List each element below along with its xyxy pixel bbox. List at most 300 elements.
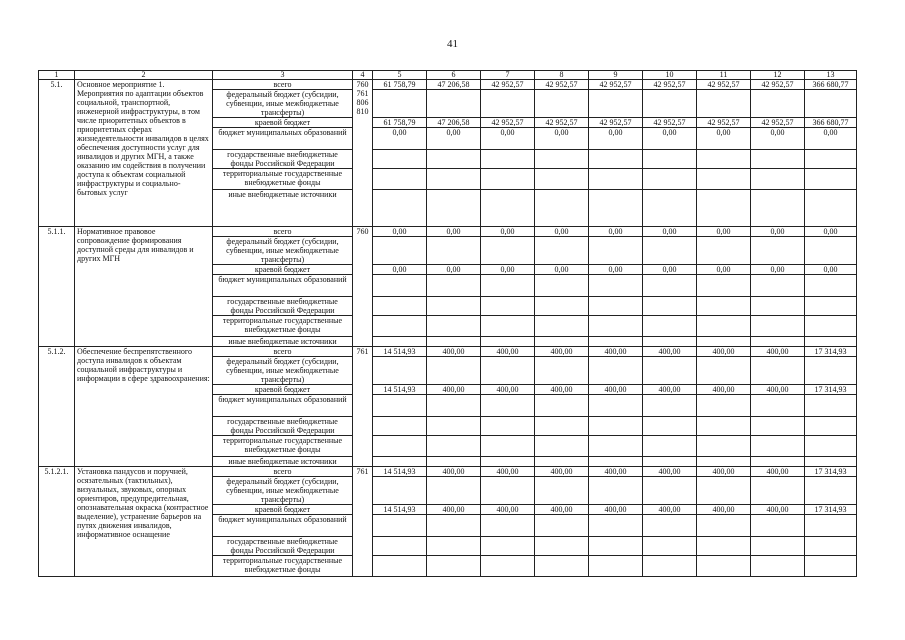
value-cell: 61 758,79: [373, 118, 427, 128]
value-cell: [643, 150, 697, 169]
value-cell: [427, 237, 481, 265]
column-number: 13: [805, 71, 857, 80]
value-cell: [643, 337, 697, 347]
value-cell: 42 952,57: [697, 80, 751, 90]
value-cell: 0,00: [751, 227, 805, 237]
value-cell: [697, 537, 751, 556]
value-cell: [805, 477, 857, 505]
value-cell: 400,00: [535, 505, 589, 515]
value-cell: 400,00: [481, 467, 535, 477]
value-cell: [427, 436, 481, 457]
funding-source: всего: [213, 227, 353, 237]
value-cell: [535, 357, 589, 385]
funding-source: территориальные государственные внебюджетные фонды: [213, 556, 353, 577]
value-cell: [427, 556, 481, 577]
value-cell: [643, 275, 697, 297]
value-cell: [697, 395, 751, 417]
value-cell: 400,00: [535, 467, 589, 477]
value-cell: [751, 337, 805, 347]
funding-source: федеральный бюджет (субсидии, субвенции, иные межбюджетные трансферты): [213, 357, 353, 385]
value-cell: [535, 417, 589, 436]
value-cell: [481, 395, 535, 417]
value-cell: [589, 90, 643, 118]
table-row: [39, 467, 857, 477]
value-cell: [643, 316, 697, 337]
value-cell: [373, 515, 427, 537]
value-cell: [643, 90, 697, 118]
value-cell: [589, 417, 643, 436]
value-cell: [427, 150, 481, 169]
value-cell: [697, 357, 751, 385]
value-cell: [535, 337, 589, 347]
value-cell: [373, 357, 427, 385]
value-cell: [589, 337, 643, 347]
value-cell: 42 952,57: [643, 80, 697, 90]
value-cell: [373, 537, 427, 556]
section-code: 761: [353, 467, 373, 577]
funding-source: бюджет муниципальных образований: [213, 515, 353, 537]
funding-source: территориальные государственные внебюджетные фонды: [213, 169, 353, 190]
value-cell: [589, 515, 643, 537]
value-cell: 0,00: [373, 265, 427, 275]
value-cell: 400,00: [481, 347, 535, 357]
value-cell: 400,00: [427, 467, 481, 477]
value-cell: 400,00: [643, 385, 697, 395]
value-cell: 0,00: [589, 265, 643, 275]
value-cell: [751, 395, 805, 417]
value-cell: [481, 556, 535, 577]
value-cell: [751, 537, 805, 556]
value-cell: 366 680,77: [805, 118, 857, 128]
value-cell: 400,00: [643, 467, 697, 477]
value-cell: 400,00: [427, 347, 481, 357]
table-body: [39, 80, 857, 577]
value-cell: 0,00: [697, 265, 751, 275]
value-cell: 400,00: [697, 505, 751, 515]
value-cell: [373, 457, 427, 467]
value-cell: [535, 237, 589, 265]
funding-source: государственные внебюджетные фонды Российской Федерации: [213, 417, 353, 436]
value-cell: 42 952,57: [751, 80, 805, 90]
value-cell: [697, 337, 751, 347]
table-row: [39, 347, 857, 357]
value-cell: [751, 457, 805, 467]
column-number: 12: [751, 71, 805, 80]
value-cell: 400,00: [697, 347, 751, 357]
value-cell: [697, 237, 751, 265]
value-cell: 0,00: [373, 227, 427, 237]
value-cell: [373, 316, 427, 337]
value-cell: [805, 357, 857, 385]
value-cell: 0,00: [535, 128, 589, 150]
value-cell: [481, 457, 535, 467]
value-cell: [427, 395, 481, 417]
value-cell: [427, 190, 481, 227]
column-number: 7: [481, 71, 535, 80]
value-cell: [535, 537, 589, 556]
value-cell: [643, 436, 697, 457]
value-cell: 400,00: [751, 505, 805, 515]
value-cell: [589, 436, 643, 457]
value-cell: 0,00: [589, 227, 643, 237]
value-cell: [535, 316, 589, 337]
funding-source: федеральный бюджет (субсидии, субвенции, иные межбюджетные трансферты): [213, 90, 353, 118]
value-cell: 400,00: [643, 347, 697, 357]
value-cell: [481, 237, 535, 265]
value-cell: [805, 515, 857, 537]
column-number: 8: [535, 71, 589, 80]
value-cell: 400,00: [427, 505, 481, 515]
value-cell: [589, 297, 643, 316]
value-cell: [535, 556, 589, 577]
section-title: Нормативное правовое сопровождение формирования доступной среды для инвалидов и других МГН: [75, 227, 213, 347]
value-cell: [643, 169, 697, 190]
value-cell: [481, 316, 535, 337]
value-cell: 400,00: [427, 385, 481, 395]
value-cell: [751, 436, 805, 457]
value-cell: 47 206,58: [427, 80, 481, 90]
section-id: 5.1.2.: [39, 347, 75, 467]
value-cell: [481, 275, 535, 297]
value-cell: [589, 457, 643, 467]
value-cell: [697, 275, 751, 297]
value-cell: 400,00: [751, 385, 805, 395]
value-cell: 0,00: [373, 128, 427, 150]
value-cell: [805, 90, 857, 118]
value-cell: [751, 237, 805, 265]
value-cell: [589, 150, 643, 169]
value-cell: 61 758,79: [373, 80, 427, 90]
value-cell: 42 952,57: [481, 118, 535, 128]
value-cell: [589, 190, 643, 227]
value-cell: [427, 457, 481, 467]
funding-source: краевой бюджет: [213, 505, 353, 515]
value-cell: [427, 417, 481, 436]
funding-source: всего: [213, 467, 353, 477]
value-cell: [751, 297, 805, 316]
column-number-row: [39, 71, 857, 80]
value-cell: 0,00: [643, 227, 697, 237]
section-id: 5.1.1.: [39, 227, 75, 347]
value-cell: [697, 190, 751, 227]
value-cell: 42 952,57: [589, 118, 643, 128]
value-cell: [643, 395, 697, 417]
funding-source: территориальные государственные внебюджетные фонды: [213, 316, 353, 337]
value-cell: [697, 316, 751, 337]
value-cell: [751, 357, 805, 385]
value-cell: [481, 90, 535, 118]
value-cell: [589, 537, 643, 556]
value-cell: [427, 515, 481, 537]
value-cell: [373, 237, 427, 265]
value-cell: 0,00: [481, 265, 535, 275]
value-cell: [535, 169, 589, 190]
section-title: Основное мероприятие 1. Мероприятия по адаптации объектов социальной, транспортной, инженерной инфраструктуры, в том числе приоритетных объектов в приоритетных сферах жизнедеятельности инвалидов в целях обеспечения доступности услуг для инвалидов и других МГН, а также оказанию им содействия в получении доступа к объектам социальной инфраструктуры и социально-бытовых услуг: [75, 80, 213, 227]
value-cell: [427, 477, 481, 505]
value-cell: [805, 150, 857, 169]
value-cell: [697, 297, 751, 316]
value-cell: [373, 395, 427, 417]
value-cell: [535, 190, 589, 227]
value-cell: [805, 237, 857, 265]
value-cell: 0,00: [481, 128, 535, 150]
value-cell: [805, 169, 857, 190]
value-cell: [427, 169, 481, 190]
value-cell: 0,00: [427, 265, 481, 275]
value-cell: [589, 275, 643, 297]
value-cell: 400,00: [481, 385, 535, 395]
column-number: 10: [643, 71, 697, 80]
funding-source: государственные внебюджетные фонды Российской Федерации: [213, 537, 353, 556]
table-row: [39, 80, 857, 90]
page-number: 41: [447, 38, 458, 50]
value-cell: 400,00: [589, 347, 643, 357]
value-cell: [751, 150, 805, 169]
value-cell: [643, 357, 697, 385]
value-cell: [589, 395, 643, 417]
value-cell: [805, 395, 857, 417]
value-cell: [427, 316, 481, 337]
value-cell: [589, 477, 643, 505]
column-number: 6: [427, 71, 481, 80]
value-cell: [643, 237, 697, 265]
funding-source: бюджет муниципальных образований: [213, 128, 353, 150]
value-cell: [751, 169, 805, 190]
value-cell: 400,00: [643, 505, 697, 515]
value-cell: 0,00: [751, 265, 805, 275]
value-cell: [697, 457, 751, 467]
value-cell: [805, 275, 857, 297]
value-cell: 0,00: [697, 227, 751, 237]
value-cell: 0,00: [535, 227, 589, 237]
value-cell: 400,00: [751, 467, 805, 477]
funding-source: краевой бюджет: [213, 118, 353, 128]
value-cell: [589, 357, 643, 385]
value-cell: 0,00: [751, 128, 805, 150]
value-cell: [481, 297, 535, 316]
section-code: 760: [353, 227, 373, 347]
value-cell: 400,00: [697, 467, 751, 477]
value-cell: [751, 90, 805, 118]
column-number: 1: [39, 71, 75, 80]
value-cell: [427, 275, 481, 297]
value-cell: [535, 275, 589, 297]
value-cell: [535, 477, 589, 505]
value-cell: [805, 457, 857, 467]
value-cell: [697, 556, 751, 577]
value-cell: 0,00: [697, 128, 751, 150]
value-cell: 0,00: [427, 128, 481, 150]
value-cell: [805, 556, 857, 577]
value-cell: 0,00: [805, 265, 857, 275]
value-cell: [643, 556, 697, 577]
funding-source: иные внебюджетные источники: [213, 337, 353, 347]
value-cell: [751, 477, 805, 505]
value-cell: [373, 275, 427, 297]
value-cell: 17 314,93: [805, 347, 857, 357]
value-cell: 400,00: [697, 385, 751, 395]
value-cell: [805, 417, 857, 436]
value-cell: [751, 515, 805, 537]
value-cell: [481, 436, 535, 457]
value-cell: [805, 316, 857, 337]
value-cell: 0,00: [643, 128, 697, 150]
funding-source: иные внебюджетные источники: [213, 190, 353, 227]
funding-source: бюджет муниципальных образований: [213, 395, 353, 417]
table-row: [39, 227, 857, 237]
value-cell: [697, 417, 751, 436]
funding-source: территориальные государственные внебюджетные фонды: [213, 436, 353, 457]
value-cell: [535, 90, 589, 118]
column-number: 2: [75, 71, 213, 80]
value-cell: [481, 357, 535, 385]
value-cell: [373, 297, 427, 316]
section-id: 5.1.: [39, 80, 75, 227]
column-number: 11: [697, 71, 751, 80]
value-cell: 0,00: [805, 128, 857, 150]
value-cell: [643, 477, 697, 505]
value-cell: [535, 395, 589, 417]
value-cell: [805, 297, 857, 316]
value-cell: [535, 457, 589, 467]
value-cell: 42 952,57: [535, 118, 589, 128]
value-cell: 17 314,93: [805, 467, 857, 477]
value-cell: [373, 337, 427, 347]
value-cell: [373, 556, 427, 577]
section-title: Установка пандусов и поручней, осязательных (тактильных), визуальных, звуковых, опорных ориентиров, предупредительная, опознавательная окраска (контрастное выделение), устранение барьеров на путях движения инвалидов, информативное оснащение: [75, 467, 213, 577]
value-cell: [481, 190, 535, 227]
value-cell: 400,00: [589, 385, 643, 395]
funding-source: всего: [213, 80, 353, 90]
value-cell: [427, 357, 481, 385]
value-cell: 17 314,93: [805, 385, 857, 395]
value-cell: [535, 515, 589, 537]
value-cell: [427, 297, 481, 316]
value-cell: 17 314,93: [805, 505, 857, 515]
value-cell: [373, 477, 427, 505]
value-cell: 42 952,57: [589, 80, 643, 90]
funding-source: бюджет муниципальных образований: [213, 275, 353, 297]
value-cell: 0,00: [481, 227, 535, 237]
value-cell: [589, 169, 643, 190]
value-cell: [697, 436, 751, 457]
budget-table: [38, 70, 857, 577]
funding-source: государственные внебюджетные фонды Российской Федерации: [213, 297, 353, 316]
value-cell: [805, 537, 857, 556]
funding-source: краевой бюджет: [213, 385, 353, 395]
value-cell: 400,00: [535, 385, 589, 395]
value-cell: [805, 190, 857, 227]
value-cell: [589, 316, 643, 337]
value-cell: [535, 150, 589, 169]
value-cell: [697, 477, 751, 505]
funding-source: федеральный бюджет (субсидии, субвенции, иные межбюджетные трансферты): [213, 237, 353, 265]
value-cell: [751, 275, 805, 297]
section-code: 761: [353, 347, 373, 467]
value-cell: [697, 90, 751, 118]
table-header: [39, 71, 857, 80]
value-cell: [373, 417, 427, 436]
value-cell: [589, 237, 643, 265]
value-cell: [697, 169, 751, 190]
value-cell: [373, 150, 427, 169]
value-cell: [373, 169, 427, 190]
column-number: 5: [373, 71, 427, 80]
funding-source: федеральный бюджет (субсидии, субвенции, иные межбюджетные трансферты): [213, 477, 353, 505]
column-number: 4: [353, 71, 373, 80]
value-cell: [481, 169, 535, 190]
value-cell: 0,00: [589, 128, 643, 150]
value-cell: [751, 316, 805, 337]
value-cell: 42 952,57: [697, 118, 751, 128]
value-cell: 0,00: [643, 265, 697, 275]
value-cell: [751, 190, 805, 227]
value-cell: 14 514,93: [373, 467, 427, 477]
value-cell: [481, 417, 535, 436]
value-cell: 400,00: [589, 505, 643, 515]
value-cell: [481, 515, 535, 537]
value-cell: [643, 297, 697, 316]
funding-source: иные внебюджетные источники: [213, 457, 353, 467]
section-title: Обеспечение беспрепятственного доступа инвалидов к объектам социальной инфраструктуры и информации в сфере здравоохранения:: [75, 347, 213, 467]
value-cell: [535, 297, 589, 316]
value-cell: 400,00: [751, 347, 805, 357]
value-cell: [481, 537, 535, 556]
value-cell: [805, 337, 857, 347]
value-cell: [535, 436, 589, 457]
value-cell: [373, 436, 427, 457]
value-cell: [373, 90, 427, 118]
value-cell: 0,00: [427, 227, 481, 237]
value-cell: 366 680,77: [805, 80, 857, 90]
value-cell: [805, 436, 857, 457]
value-cell: [643, 537, 697, 556]
value-cell: [643, 457, 697, 467]
value-cell: [643, 515, 697, 537]
funding-source: всего: [213, 347, 353, 357]
value-cell: [427, 337, 481, 347]
value-cell: 47 206,58: [427, 118, 481, 128]
value-cell: 400,00: [589, 467, 643, 477]
column-number: 3: [213, 71, 353, 80]
value-cell: 42 952,57: [535, 80, 589, 90]
value-cell: [373, 190, 427, 227]
value-cell: 400,00: [481, 505, 535, 515]
value-cell: [481, 477, 535, 505]
funding-source: государственные внебюджетные фонды Российской Федерации: [213, 150, 353, 169]
value-cell: 0,00: [535, 265, 589, 275]
value-cell: 42 952,57: [481, 80, 535, 90]
column-number: 9: [589, 71, 643, 80]
value-cell: [481, 337, 535, 347]
value-cell: 14 514,93: [373, 505, 427, 515]
value-cell: [751, 556, 805, 577]
value-cell: [751, 417, 805, 436]
value-cell: [427, 537, 481, 556]
value-cell: 14 514,93: [373, 385, 427, 395]
value-cell: [697, 515, 751, 537]
section-code: 760 761 806 810: [353, 80, 373, 227]
funding-source: краевой бюджет: [213, 265, 353, 275]
value-cell: 42 952,57: [751, 118, 805, 128]
value-cell: [427, 90, 481, 118]
value-cell: 0,00: [805, 227, 857, 237]
section-id: 5.1.2.1.: [39, 467, 75, 577]
value-cell: [481, 150, 535, 169]
value-cell: 42 952,57: [643, 118, 697, 128]
value-cell: 14 514,93: [373, 347, 427, 357]
value-cell: [697, 150, 751, 169]
